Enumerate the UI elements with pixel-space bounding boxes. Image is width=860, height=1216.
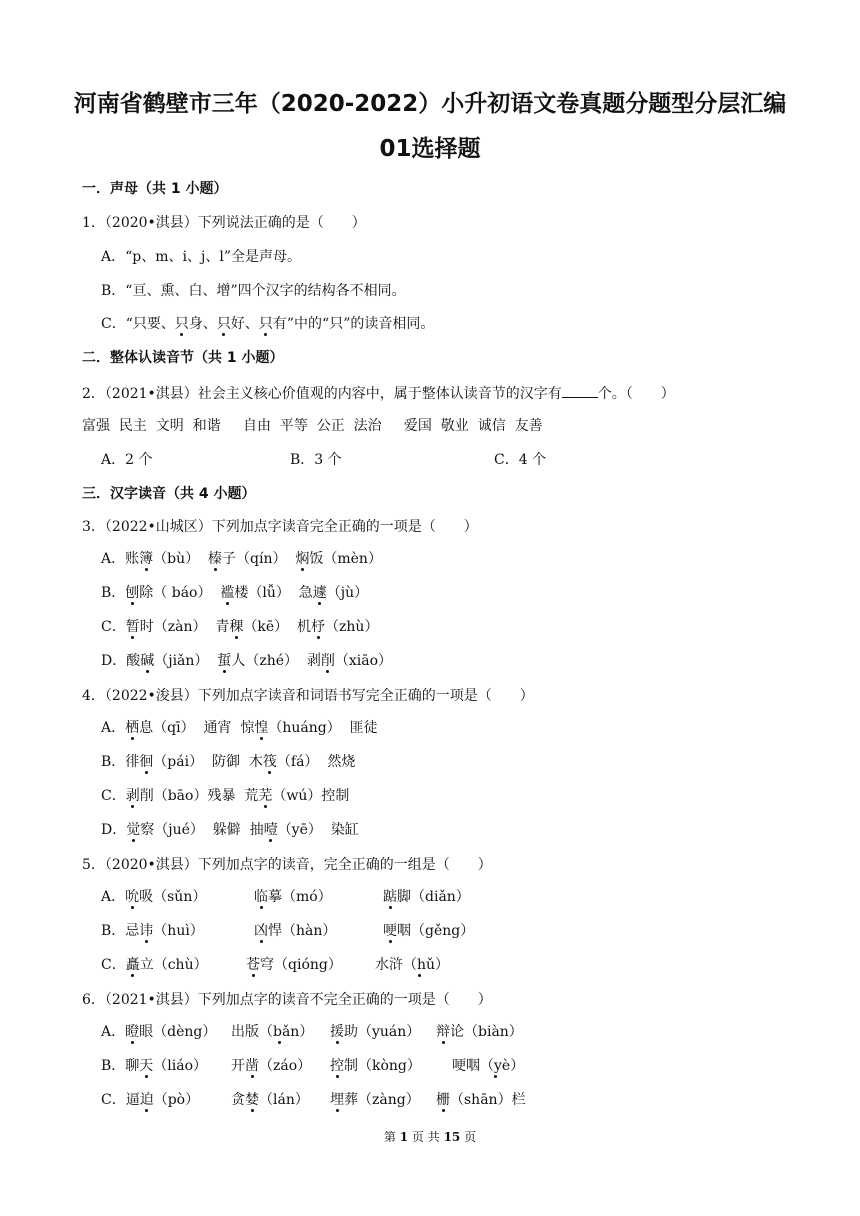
- dotted-char: 惶: [254, 720, 269, 736]
- dotted-char: 临: [254, 889, 268, 905]
- question-2-option-b: B．3 个: [290, 452, 342, 468]
- dotted-char: 咽（yè）: [466, 1058, 525, 1074]
- question-6-option-a-item3: 援助（yuán）: [330, 1024, 421, 1040]
- total-pages: 15: [443, 1130, 461, 1144]
- dotted-char: 遽: [312, 585, 327, 601]
- question-6-option-b-item2: 开凿（záo）: [231, 1058, 312, 1074]
- dotted-char: 版（bǎn）: [245, 1024, 314, 1040]
- current-page-number: 1: [399, 1130, 409, 1144]
- question-5-option-b: B．忌讳（huì）: [101, 923, 204, 939]
- dotted-char: 埋: [330, 1092, 344, 1108]
- question-5-option-c-item3: 水浒（hǔ）: [375, 957, 450, 973]
- dotted-char: 稞: [229, 619, 244, 635]
- dotted-char: 剥: [125, 788, 140, 804]
- dotted-char: 吮: [125, 889, 140, 905]
- dotted-char: 筏: [262, 754, 277, 770]
- question-4-option-c: C．剥削（bāo）残暴 荒芜（wú）控制: [101, 788, 350, 804]
- dotted-char: 簿: [139, 551, 154, 567]
- question-2-stem: 2．（2021•淇县）社会主义核心价值观的内容中，属于整体认读音节的汉字有 个。（ ）: [82, 386, 675, 402]
- question-2-values-list: 富强 民主 文明 和谐 自由 平等 公正 法治 爱国 敬业 诚信 友善: [82, 418, 543, 434]
- question-6-option-a-item4: 辩论（biàn）: [436, 1024, 523, 1040]
- document-title-line1: 河南省鹤壁市三年（2020-2022）小升初语文卷真题分题型分层汇编: [73, 91, 787, 117]
- dotted-char: 瞪: [125, 1024, 140, 1040]
- document-title-line2: 01选择题: [379, 136, 481, 162]
- question-3-option-c: C．暂时（zàn） 青稞（kē） 机杼（zhù）: [101, 619, 379, 635]
- dotted-char: 苍: [246, 957, 260, 973]
- dotted-char: 焖: [295, 551, 310, 567]
- dotted-char: 蜇: [217, 653, 232, 669]
- dotted-char: 只: [258, 316, 273, 332]
- dotted-char: 踮: [383, 889, 397, 905]
- question-6-option-a: A．瞪眼（dèng）: [101, 1024, 217, 1040]
- question-3-option-b: B．刨除（ báo） 褴楼（lǚ） 急遽（jù）: [101, 585, 369, 601]
- question-4-stem: 4．（2022•浚县）下列加点字读音和词语书写完全正确的一项是（ ）: [82, 688, 534, 704]
- dotted-char: 削: [320, 653, 335, 669]
- dotted-char: 浒（hǔ）: [389, 957, 450, 973]
- dotted-char: 婪: [245, 1092, 259, 1108]
- question-6-option-a-item2: 出版（bǎn）: [231, 1024, 314, 1040]
- dotted-char: 杼: [311, 619, 326, 635]
- dotted-char: 凿: [245, 1058, 259, 1074]
- question-2-option-a: A．2 个: [101, 452, 153, 468]
- dotted-char: 觉: [126, 822, 141, 838]
- question-6-option-c-item3: 埋葬（zàng）: [330, 1092, 420, 1108]
- dotted-char: 控: [330, 1058, 344, 1074]
- dotted-char: 天: [139, 1058, 154, 1074]
- section-heading-3: 三．汉字读音（共 4 小题）: [82, 486, 256, 502]
- question-1-stem: 1．（2020•淇县）下列说法正确的是（ ）: [82, 215, 366, 231]
- dotted-char: 哽: [383, 923, 397, 939]
- dotted-char: 援: [330, 1024, 344, 1040]
- question-6-option-b-item4: 哽咽（yè）: [452, 1058, 525, 1074]
- question-6-option-b-item3: 控制（kòng）: [330, 1058, 421, 1074]
- dotted-char: 噎: [263, 822, 278, 838]
- question-1-option-b: B．“亘、熏、白、增”四个汉字的结构各不相同。: [101, 283, 406, 299]
- question-5-option-c: C．矗立（chù）: [101, 957, 208, 973]
- answer-blank: [562, 385, 598, 398]
- question-5-option-a-item3: 踮脚（diǎn）: [383, 889, 470, 905]
- question-5-option-b-item3: 哽咽（gěng）: [383, 923, 475, 939]
- dotted-char: 栅: [436, 1092, 450, 1108]
- question-1-option-a: A．“p、m、i、j、l”全是声母。: [101, 249, 301, 265]
- page-footer: 第 1 页 共 15 页: [383, 1130, 477, 1144]
- dotted-char: 碱: [140, 653, 155, 669]
- dotted-char: 榛: [208, 551, 223, 567]
- question-5-option-b-item2: 凶悍（hàn）: [254, 923, 337, 939]
- question-3-stem: 3．（2022•山城区）下列加点字读音完全正确的一项是（ ）: [82, 519, 478, 535]
- dotted-char: 矗: [125, 957, 140, 973]
- dotted-char: 迫: [139, 1092, 154, 1108]
- section-heading-2: 二．整体认读音节（共 1 小题）: [82, 350, 284, 366]
- question-6-stem: 6．（2021•淇县）下列加点字的读音不完全正确的一项是（ ）: [82, 992, 492, 1008]
- dotted-char: 刨: [125, 585, 140, 601]
- dotted-char: 只: [216, 316, 231, 332]
- question-5-option-a: A．吮吸（sǔn）: [101, 889, 207, 905]
- section-heading-1: 一．声母（共 1 小题）: [82, 181, 228, 197]
- dotted-char: 褴: [220, 585, 235, 601]
- dotted-char: 讳: [139, 923, 154, 939]
- question-4-option-a: A．栖息（qī） 通宵 惊惶（huáng） 匪徒: [101, 720, 378, 736]
- question-4-option-b: B．徘徊（pái） 防御 木筏（fá） 然烧: [101, 754, 356, 770]
- dotted-char: 暂: [125, 619, 140, 635]
- dotted-char: 芜: [258, 788, 273, 804]
- question-5-option-a-item2: 临摹（mó）: [254, 889, 332, 905]
- dotted-char: 辩: [436, 1024, 450, 1040]
- question-3-option-d: D．酸碱（jiǎn） 蜇人（zhé） 剥削（xiāo）: [101, 653, 393, 669]
- question-4-option-d: D．觉察（jué） 躲僻 抽噎（yē） 染缸: [101, 822, 359, 838]
- dotted-char: 徊: [139, 754, 154, 770]
- question-6-option-c: C．逼迫（pò）: [101, 1092, 200, 1108]
- question-6-option-b: B．聊天（liáo）: [101, 1058, 208, 1074]
- dotted-char: 凶: [254, 923, 268, 939]
- dotted-char: 只: [174, 316, 189, 332]
- question-6-option-c-item4: 栅（shān）栏: [436, 1092, 526, 1108]
- question-5-stem: 5．（2020•淇县）下列加点字的读音，完全正确的一组是（ ）: [82, 857, 492, 873]
- dotted-char: 栖: [125, 720, 140, 736]
- question-2-option-c: C．4 个: [494, 452, 547, 468]
- question-5-option-c-item2: 苍穹（qióng）: [246, 957, 342, 973]
- question-3-option-a: A．账簿（bù） 榛子（qín） 焖饭（mèn）: [101, 551, 382, 567]
- question-1-option-c: C．“只要、只身、只好、只有”中的“只”的读音相同。: [101, 316, 435, 332]
- question-6-option-c-item2: 贪婪（lán）: [231, 1092, 309, 1108]
